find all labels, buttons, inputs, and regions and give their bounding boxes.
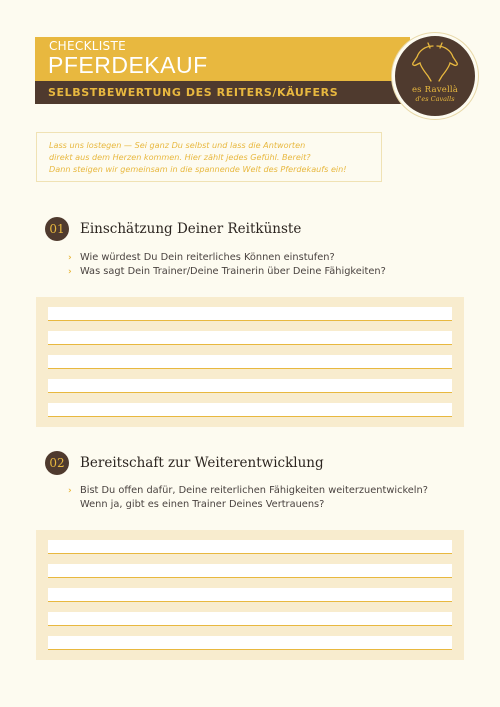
intro-line-1: Lass uns lostegen — Sei ganz Du selbst und lass die Antworten	[49, 140, 306, 150]
section-number-badge: 02	[45, 451, 69, 475]
question-text: Wie würdest Du Dein reiterliches Können einstufen?	[80, 252, 335, 263]
page-subtitle: SELBSTBEWERTUNG DES REITERS/KÄUFERS	[48, 86, 339, 99]
question-item	[68, 484, 428, 512]
brand-logo	[392, 33, 478, 119]
section-title: Einschätzung Deiner Reitkünste	[80, 221, 302, 237]
section-number-badge: 01	[45, 217, 69, 241]
answer-line[interactable]	[48, 331, 452, 345]
header-kicker: CHECKLISTE	[49, 39, 126, 53]
answer-line[interactable]	[48, 379, 452, 393]
answer-line[interactable]	[48, 636, 452, 650]
two-horse-heads-icon	[395, 36, 475, 116]
chevron-right-icon: ›	[68, 267, 72, 277]
answer-line[interactable]	[48, 307, 452, 321]
answer-line[interactable]	[48, 540, 452, 554]
logo-brand-name: es Ravellà	[411, 85, 459, 95]
intro-line-3: Dann steigen wir gemeinsam in die spannende Welt des Pferdekaufs ein!	[49, 164, 347, 174]
logo-brand-sub: d'es Cavalls	[415, 95, 455, 103]
chevron-right-icon: ›	[68, 253, 72, 263]
answer-line[interactable]	[48, 564, 452, 578]
intro-line-2: direkt aus dem Herzen kommen. Hier zählt jedes Gefühl. Bereit?	[49, 152, 311, 162]
answer-line[interactable]	[48, 612, 452, 626]
page-title: PFERDEKAUF	[48, 52, 208, 78]
answer-line[interactable]	[48, 355, 452, 369]
question-text: Was sagt Dein Trainer/Deine Trainerin über Deine Fähigkeiten?	[80, 266, 386, 277]
question-item	[68, 251, 335, 265]
section-title: Bereitschaft zur Weiterentwicklung	[80, 455, 324, 471]
question-text-line-1: Bist Du offen dafür, Deine reiterlichen Fähigkeiten weiterzuentwickeln?	[80, 485, 428, 496]
question-item	[68, 265, 386, 279]
question-text-line-2: Wenn ja, gibt es einen Trainer Deines Vertrauens?	[80, 499, 325, 510]
answer-line[interactable]	[48, 403, 452, 417]
answer-area	[36, 297, 464, 427]
chevron-right-icon: ›	[68, 486, 72, 496]
answer-area	[36, 530, 464, 660]
answer-line[interactable]	[48, 588, 452, 602]
intro-box	[36, 132, 382, 182]
